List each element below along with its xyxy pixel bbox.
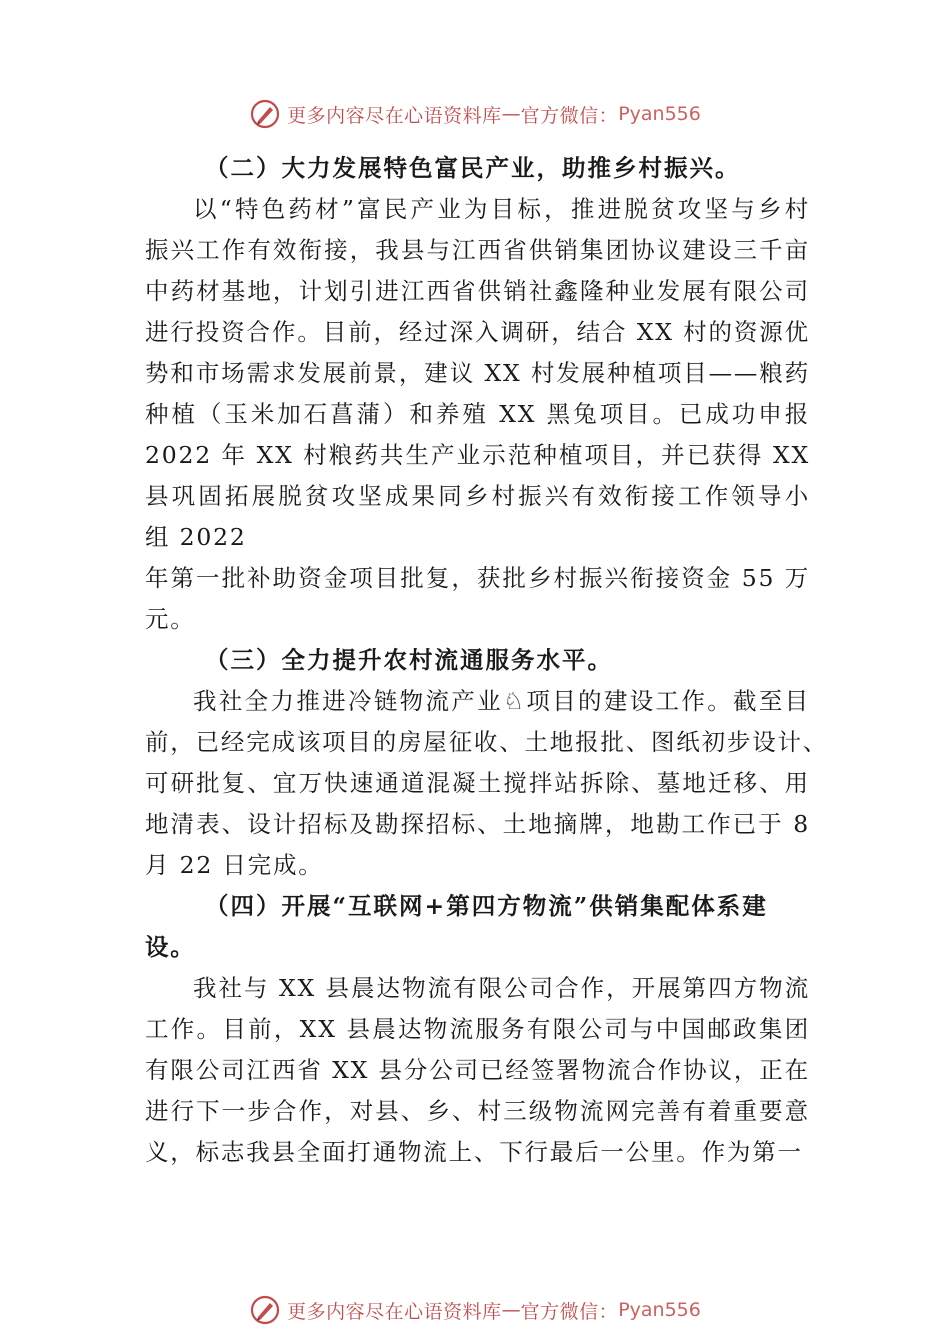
watermark-handle: Pyan556 [618, 1299, 701, 1321]
section2-line: 2022 年 XX 村粮药共生产业示范种植项目，并已获得 XX [145, 441, 810, 469]
watermark-wechat-label: 官方微信： [520, 104, 619, 127]
section2-line: 以“特色药材”富民产业为目标，推进脱贫攻坚与乡村 [193, 195, 810, 223]
section2-line: 中药材基地，计划引进江西省供销社鑫隆种业发展有限公司 [145, 277, 810, 305]
watermark-wechat-label: 官方微信： [520, 1300, 619, 1323]
section4-heading-cont: 设。 [145, 933, 196, 961]
watermark-separator: — [501, 1299, 521, 1321]
watermark-handle: Pyan556 [618, 103, 701, 125]
section4-heading: （四）开展“互联网+第四方物流”供销集配体系建 [205, 892, 768, 920]
section3-heading: （三）全力提升农村流通服务水平。 [205, 646, 613, 674]
section4-line: 有限公司江西省 XX 县分公司已经签署物流合作协议，正在 [145, 1056, 810, 1084]
section3-line: 地清表、设计招标及勘探招标、土地摘牌，地勘工作已于 8 [145, 810, 810, 838]
document-body [145, 148, 829, 1173]
section4-line: 我社与 XX 县晨达物流有限公司合作，开展第四方物流 [193, 974, 810, 1002]
section3-line: 月 22 日完成。 [145, 851, 324, 879]
section4-line: 义，标志我县全面打通物流上、下行最后一公里。作为第一 [145, 1138, 803, 1166]
watermark-text: 更多内容尽在心语资料库 [287, 104, 502, 127]
section2-line: 组 2022 [145, 523, 247, 551]
watermark-text: 更多内容尽在心语资料库 [287, 1300, 502, 1323]
section2-line: 年第一批补助资金项目批复，获批乡村振兴衔接资金 55 万 [145, 564, 810, 592]
section3-line: 可研批复、宜万快速通道混凝土搅拌站拆除、墓地迁移、用 [145, 769, 810, 797]
pen-circle-logo-icon [249, 1294, 281, 1326]
section3-line: 前，已经完成该项目的房屋征收、土地报批、图纸初步设计、 [145, 728, 829, 756]
section3-line: 我社全力推进冷链物流产业♘项目的建设工作。截至目 [193, 687, 810, 715]
pen-circle-logo-icon [249, 98, 281, 130]
section2-line: 振兴工作有效衔接，我县与江西省供销集团协议建设三千亩 [145, 236, 810, 264]
section2-heading: （二）大力发展特色富民产业，助推乡村振兴。 [205, 154, 741, 182]
section2-line: 种植（玉米加石菖蒲）和养殖 XX 黑兔项目。已成功申报 [145, 400, 810, 428]
watermark-banner-top [0, 94, 950, 134]
watermark-separator: — [501, 103, 521, 125]
watermark-banner-bottom [0, 1290, 950, 1330]
section4-line: 进行下一步合作，对县、乡、村三级物流网完善有着重要意 [145, 1097, 810, 1125]
section2-line: 势和市场需求发展前景，建议 XX 村发展种植项目——粮药 [145, 359, 810, 387]
section2-line: 进行投资合作。目前，经过深入调研，结合 XX 村的资源优 [145, 318, 810, 346]
section2-line: 县巩固拓展脱贫攻坚成果同乡村振兴有效衔接工作领导小 [145, 482, 810, 510]
section4-line: 工作。目前，XX 县晨达物流服务有限公司与中国邮政集团 [145, 1015, 810, 1043]
section2-line: 元。 [145, 605, 196, 633]
